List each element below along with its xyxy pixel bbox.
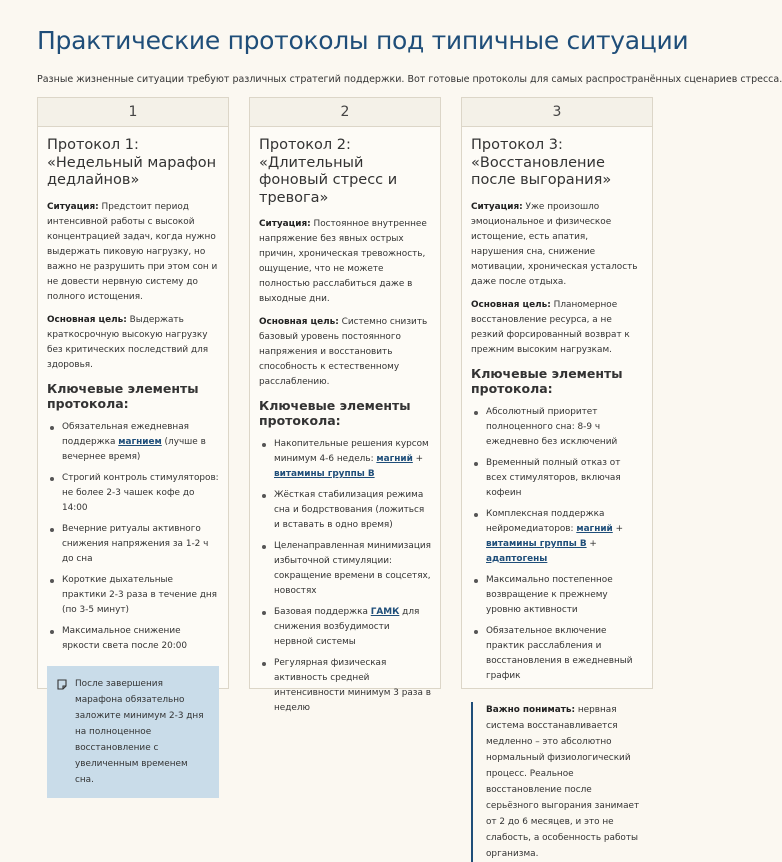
important-callout xyxy=(471,702,643,862)
situation-text: Постоянное внутреннее напряжение без явных острых причин, хроническая тревожность, ощущение, что не можете полностью расслабиться даже в выходные дни. xyxy=(259,219,427,304)
list-item: Регулярная физическая активность средней интенсивности минимум 3 раза в неделю xyxy=(259,656,431,716)
goal xyxy=(259,315,431,390)
situation xyxy=(259,217,431,307)
page-title: Практические протоколы под типичные ситуации xyxy=(37,26,689,55)
recovery-note xyxy=(47,666,219,798)
list-item: Максимально постепенное возвращение к прежнему уровню активности xyxy=(471,573,643,618)
goal-label: Основная цель: xyxy=(471,299,551,310)
card-number: 2 xyxy=(250,98,440,127)
goal-label: Основная цель: xyxy=(47,314,127,325)
card-number: 3 xyxy=(462,98,652,127)
list-item: Строгий контроль стимуляторов: не более 2-3 чашек кофе до 14:00 xyxy=(47,471,219,516)
adaptogens-link[interactable]: адаптогены xyxy=(486,553,548,564)
list-item: Максимальное снижение яркости света после 20:00 xyxy=(47,624,219,654)
situation-text: Уже произошло эмоциональное и физическое истощение, есть апатия, нарушения сна, снижение мотивации, хроническая усталость даже после отдыха. xyxy=(471,201,638,287)
card-title: Протокол 2: «Длительный фоновый стресс и тревога» xyxy=(259,137,398,206)
callout-label: Важно понимать: xyxy=(486,704,576,715)
goal-text: Планомерное восстановление ресурса, а не резкий форсированный возврат к прежним высоким нагрузкам. xyxy=(471,299,630,355)
vitamins-b-link[interactable]: витамины группы B xyxy=(486,538,587,549)
protocol-card-3 xyxy=(461,97,653,859)
situation xyxy=(47,200,219,305)
magnesium-link[interactable]: магний xyxy=(376,454,413,464)
situation xyxy=(471,200,643,290)
situation-label: Ситуация: xyxy=(259,219,311,229)
goal xyxy=(47,313,219,373)
list-item: Обязательная ежедневная поддержка магнием (лучше в вечернее время) xyxy=(47,420,219,465)
goal xyxy=(471,298,643,358)
note-icon xyxy=(57,679,67,690)
elements-list xyxy=(47,420,219,654)
gaba-link[interactable]: ГАМК xyxy=(370,607,400,617)
elements-list xyxy=(259,437,431,716)
elements-title: Ключевые элементы протокола: xyxy=(471,365,623,396)
vitamins-b-link[interactable]: витамины группы B xyxy=(274,469,375,479)
list-item: Целенаправленная минимизация избыточной стимуляции: сокращение времени в соцсетях, новостях xyxy=(259,539,431,599)
list-item: Комплексная поддержка нейромедиаторов: магний + витамины группы B + адаптогены xyxy=(471,507,643,567)
list-item: Короткие дыхательные практики 2-3 раза в течение дня (по 3-5 минут) xyxy=(47,573,219,618)
protocol-card-1 xyxy=(37,97,229,785)
magnesium-link[interactable]: магнием xyxy=(118,436,162,447)
protocol-card-2 xyxy=(249,97,441,713)
elements-title: Ключевые элементы протокола: xyxy=(47,380,199,411)
situation-label: Ситуация: xyxy=(471,201,523,212)
magnesium-link[interactable]: магний xyxy=(576,523,613,534)
situation-label: Ситуация: xyxy=(47,201,99,212)
note-text: После завершения марафона обязательно заложите минимум 2-3 дня на полноценное восстановление с увеличенным временем сна. xyxy=(75,678,204,785)
list-item: Накопительные решения курсом минимум 4-6 недель: магний + витамины группы B xyxy=(259,437,431,482)
list-item: Базовая поддержка ГАМК для снижения возбудимости нервной системы xyxy=(259,605,431,650)
situation-text: Предстоит период интенсивной работы с высокой концентрацией задач, когда нужно выдержать пиковую нагрузку, но важно не разрушить при этом сон и не довести нервную систему до полного истощения. xyxy=(47,201,218,302)
list-item: Временный полный отказ от всех стимуляторов, включая кофеин xyxy=(471,456,643,501)
card-title: Протокол 1: «Недельный марафон дедлайнов» xyxy=(47,137,217,188)
list-item: Абсолютный приоритет полноценного сна: 8-9 ч ежедневно без исключений xyxy=(471,405,643,450)
goal-text: Системно снизить базовый уровень постоянного напряжения и восстановить способность к естественному расслаблению. xyxy=(259,317,428,387)
goal-label: Основная цель: xyxy=(259,317,339,327)
card-title: Протокол 3: «Восстановление после выгорания» xyxy=(471,137,612,188)
intro-text: Разные жизненные ситуации требуют различных стратегий поддержки. Вот готовые протоколы для самых распространённых сценариев стресса. xyxy=(37,74,782,85)
elements-title: Ключевые элементы протокола: xyxy=(259,398,411,428)
callout-text: нервная система восстанавливается медленно – это абсолютно нормальный физиологический процесс. Реальное восстановление после серьёзного выгорания занимает от 2 до 6 месяцев, и это не слабость, а особенность работы организма. xyxy=(486,704,640,859)
list-item: Жёсткая стабилизация режима сна и бодрствования (ложиться и вставать в одно время) xyxy=(259,488,431,533)
elements-list xyxy=(471,405,643,684)
list-item: Обязательное включение практик расслабления и восстановления в ежедневный график xyxy=(471,624,643,684)
goal-text: Выдержать краткосрочную высокую нагрузку без критических последствий для здоровья. xyxy=(47,314,209,370)
card-number: 1 xyxy=(38,98,228,127)
list-item: Вечерние ритуалы активного снижения напряжения за 1-2 ч до сна xyxy=(47,522,219,567)
